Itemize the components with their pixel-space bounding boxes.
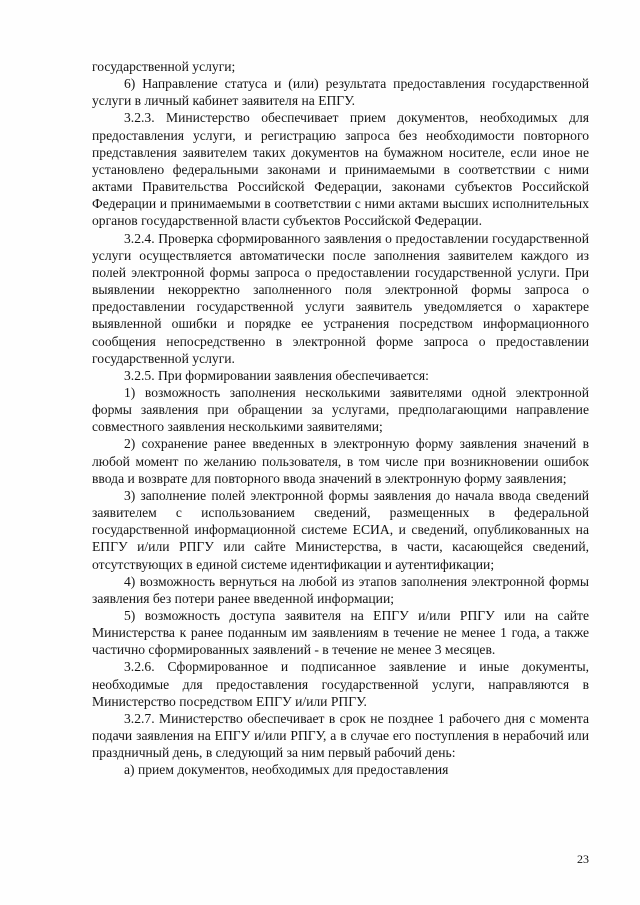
document-body [92,58,589,779]
paragraph-item-2: 2) сохранение ранее введенных в электронную форму заявления значений в любой момент по желанию пользователя, в том числе при возникновении ошибок ввода и возврате для повторного ввода значений в электронную форму заявления; [92,436,589,486]
paragraph-continuation: государственной услуги; [92,59,236,74]
page-number: 23 [577,852,589,866]
paragraph-item-1: 1) возможность заполнения несколькими заявителями одной электронной формы заявления при обращении за услугами, предполагающими направление совместного заявления несколькими заявителями; [92,384,589,435]
paragraph-item-6: 6) Направление статуса и (или) результата предоставления государственной услуги в личный кабинет заявителя на ЕПГУ. [92,76,589,109]
paragraph-3-2-7: 3.2.7. Министерство обеспечивает в срок не позднее 1 рабочего дня с момента подачи заявления на ЕПГУ и/или РПГУ, а в случае его поступления в нерабочий или праздничный день, в следующий за ним первый рабочий день: [92,710,589,761]
paragraph-3-2-3: 3.2.3. Министерство обеспечивает прием документов, необходимых для предоставления услуги, и регистрацию запроса без необходимости повторного представления заявителем таких документов на бумажном носителе, если иное не установлено федеральными законами и принимаемыми в соответствии с ними актами Правительства Российской Федерации, законами субъектов Российской Федерации и принимаемыми в соответствии с ними актами высших исполнительных органов государственной власти субъектов Российской Федерации. [92,110,589,229]
paragraph-item-5: 5) возможность доступа заявителя на ЕПГУ и/или РПГУ или на сайте Министерства к ранее поданным им заявлениям в течение не менее 1 года, а также частично сформированных заявлений - в течение не менее 3 месяцев. [92,608,589,658]
paragraph-item-3: 3) заполнение полей электронной формы заявления до начала ввода сведений заявителем с использованием сведений, размещенных в федеральной государственной информационной системе ЕСИА, и сведений, опубликованных на ЕПГУ и/или РПГУ или сайте Министерства, в части, касающейся сведений, отсутствующих в единой системе идентификации и аутентификации; [92,487,589,572]
paragraph-3-2-6: 3.2.6. Сформированное и подписанное заявление и иные документы, необходимые для предоставления государственной услуги, направляются в Министерство посредством ЕПГУ и/или РПГУ. [92,659,589,709]
paragraph-item-a: а) прием документов, необходимых для предоставления [124,762,449,778]
paragraph-3-2-4: 3.2.4. Проверка сформированного заявления о предоставлении государственной услуги осуществляется автоматически после заполнения заявителем каждого из полей электронной формы запроса о предоставлении государственной услуги. При выявлении некорректно заполненного поля электронной формы запроса о предоставлении государственной услуги заявитель уведомляется о характере выявленной ошибки и порядке ее устранения посредством информационного сообщения непосредственно в электронной форме запроса о предоставлении государственной услуги. [92,230,589,366]
paragraph-item-4: 4) возможность вернуться на любой из этапов заполнения электронной формы заявления без потери ранее введенной информации; [92,573,589,606]
paragraph-3-2-5: 3.2.5. При формировании заявления обеспечивается: [124,367,429,383]
